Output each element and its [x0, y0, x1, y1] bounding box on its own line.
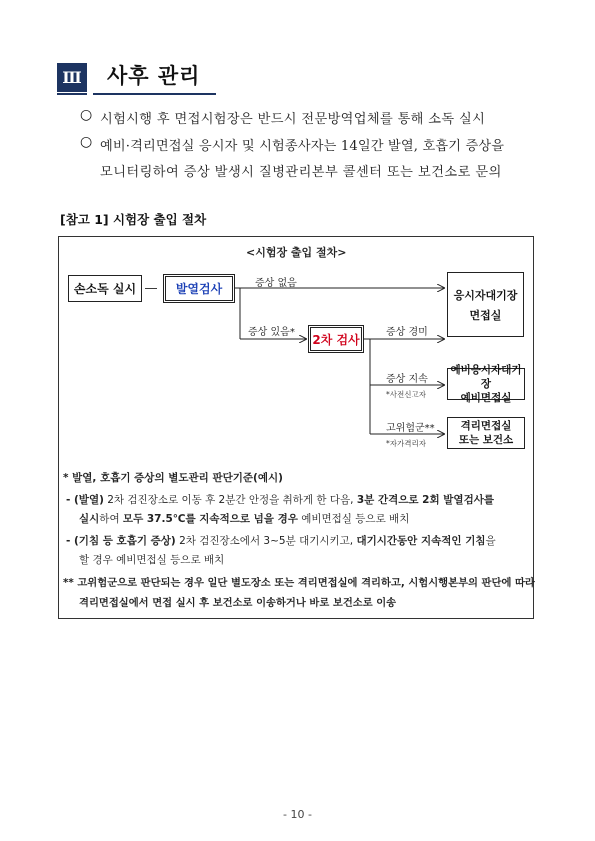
- waiting-room-line1: 응시자대기장: [453, 288, 518, 302]
- reserve-room-line2: 예비면접실: [460, 392, 512, 404]
- cough-tag: - (기침 등 호흡기 증상): [66, 535, 176, 547]
- isolation-room-box: [447, 417, 525, 449]
- isolation-room-line1: 격리면접실: [460, 420, 512, 432]
- bullet-text: 예비·격리면접실 응시자 및 시험종사자는 14일간 발열, 호흡기 증상을: [100, 139, 505, 154]
- fever-emphasis-3: 모두 37.5℃를 지속적으로 넘을 경우: [122, 513, 298, 525]
- fever-text: 2차 검진장소로 이동 후 2분간 안정을 취하게 한 다음,: [103, 494, 357, 506]
- waiting-room-line2: 면접실: [469, 308, 502, 322]
- high-risk-note-line2: 격리면접실에서 면접 실시 후 보건소로 이송하거나 바로 보건소로 이송: [79, 597, 397, 609]
- second-check-box: 2차 검사: [308, 325, 364, 353]
- label-high-risk-note: *자가격리자: [386, 439, 426, 448]
- cough-note-line1: [66, 533, 496, 548]
- bullet-text-continued: 모니터링하여 증상 발생시 질병관리본부 콜센터 또는 보건소로 문의: [100, 165, 502, 180]
- high-risk-note-line1: ** 고위험군으로 판단되는 경우 일단 별도장소 또는 격리면접실에 격리하고, 시험시행본부의 판단에 따라: [63, 577, 535, 589]
- fever-emphasis: 3분 간격으로 2회 발열검사를: [356, 494, 494, 506]
- cough-note-line2: 할 경우 예비면접실 등으로 배치: [79, 554, 225, 566]
- reserve-room-box: [447, 364, 525, 404]
- bullet-marker: ○: [80, 107, 93, 123]
- fever-emphasis-2: 실시: [79, 513, 100, 525]
- criteria-title: * 발열, 호흡기 증상의 별도관리 판단기준(예시): [63, 472, 283, 484]
- label-no-symptom: 증상 없음: [255, 278, 297, 289]
- section-number: Ⅲ: [57, 63, 87, 92]
- label-symptom: 증상 있음*: [248, 327, 295, 338]
- cough-text-2: 을: [485, 535, 496, 547]
- page-number: - 10 -: [283, 808, 312, 821]
- bullet-marker: ○: [80, 134, 93, 150]
- label-high-risk: 고위험군**: [386, 423, 435, 434]
- waiting-room-box: [447, 272, 524, 337]
- cough-emphasis: 대기시간동안 지속적인 기침: [356, 535, 486, 547]
- fever-note-line2: [79, 511, 409, 526]
- fever-text-2: 하여: [99, 513, 123, 525]
- cough-text: 2차 검진장소에서 3~5분 대기시키고,: [175, 535, 357, 547]
- fever-check-box: 발열검사: [163, 274, 235, 303]
- fever-note-line1: [66, 492, 494, 507]
- dash-connector: ―: [145, 281, 157, 295]
- fever-text-3: 예비면접실 등으로 배치: [297, 513, 410, 525]
- label-mild: 증상 경미: [386, 327, 428, 338]
- label-persist: 증상 지속: [386, 374, 428, 385]
- fever-tag: - (발열): [66, 494, 104, 506]
- bullet-text: 시험시행 후 면접시험장은 반드시 전문방역업체를 통해 소독 실시: [100, 112, 486, 127]
- disinfect-box: 손소독 실시: [68, 275, 142, 302]
- reserve-room-line1: 예비응시자대기장: [450, 364, 522, 390]
- diagram-title: <시험장 출입 절차>: [246, 246, 347, 259]
- isolation-room-line2: 또는 보건소: [458, 434, 514, 446]
- section-title: 사후 관리: [107, 64, 201, 88]
- label-persist-note: *사전신고자: [386, 390, 426, 399]
- reference-title: [참고 1] 시험장 출입 절차: [60, 212, 207, 227]
